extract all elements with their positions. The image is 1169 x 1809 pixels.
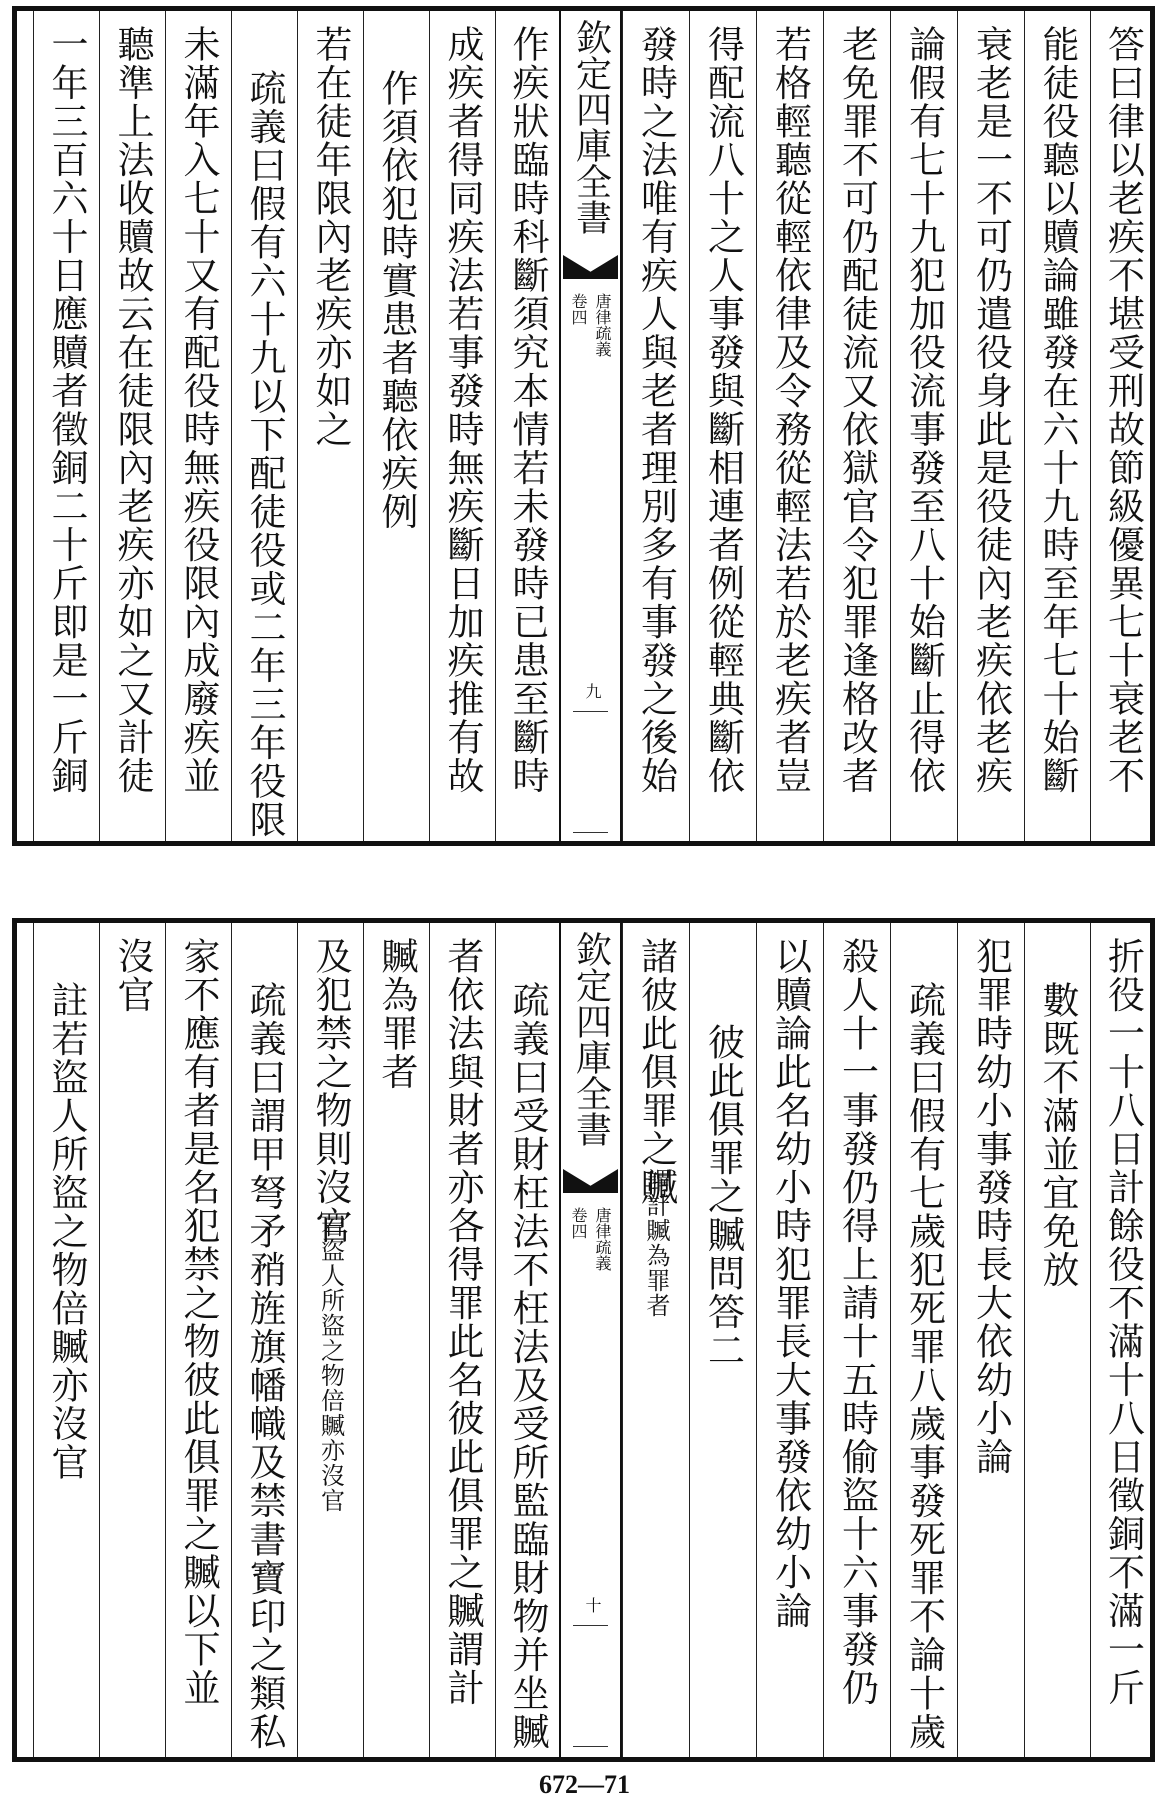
column bbox=[1024, 923, 1090, 1757]
column-text: 答曰律以老疾不堪受刑故節級優異七十衰老不 bbox=[1101, 25, 1145, 795]
column bbox=[622, 11, 689, 841]
interlinear-note: 謂計贓為罪者 bbox=[642, 1168, 670, 1318]
top-page-panel bbox=[12, 6, 1155, 846]
column-text: 折役一十八日計餘役不滿十八日徵銅不滿一斤 bbox=[1101, 937, 1145, 1707]
column-text: 作疾狀臨時科斷須究本情若未發時已患至斷時 bbox=[506, 25, 549, 795]
column-text: 疏義曰假有六十九以下配徒役或二年三年役限 bbox=[243, 69, 286, 839]
column bbox=[297, 11, 363, 841]
column-text: 聽準上法收贖故云在徒限內老疾亦如之又計徒 bbox=[111, 25, 154, 795]
column-text: 諸彼此俱罪之贓 bbox=[634, 937, 678, 1207]
column bbox=[957, 923, 1024, 1757]
column bbox=[495, 11, 559, 841]
column bbox=[165, 923, 231, 1757]
volume-label: 卷四 bbox=[569, 1207, 588, 1239]
column-text: 未滿年入七十又有配役時無疾役限內成廢疾並 bbox=[177, 25, 220, 795]
center-fold bbox=[559, 11, 622, 841]
column-text: 若在徒年限內老疾亦如之 bbox=[309, 25, 352, 449]
column-text: 疏義曰假有七歲犯死罪八歲事發死罪不論十歲 bbox=[902, 981, 946, 1751]
column bbox=[890, 11, 957, 841]
column bbox=[429, 923, 495, 1757]
column bbox=[33, 11, 99, 841]
column-text: 論假有七十九犯加役流事發至八十始斷止得依 bbox=[902, 25, 946, 795]
column bbox=[33, 923, 99, 1757]
leaf-number: 九 bbox=[583, 683, 602, 699]
column bbox=[1090, 923, 1155, 1757]
column bbox=[165, 11, 231, 841]
column bbox=[622, 923, 689, 1757]
column-text: 沒官 bbox=[111, 937, 154, 1014]
column bbox=[99, 923, 165, 1757]
column-text: 得配流八十之人事發與斷相連者例從輕典斷依 bbox=[701, 25, 745, 795]
center-box bbox=[573, 1625, 608, 1747]
center-fold bbox=[559, 923, 622, 1757]
column bbox=[689, 923, 756, 1757]
column-text: 家不應有者是名犯禁之物彼此俱罪之贓以下並 bbox=[177, 937, 220, 1707]
column bbox=[495, 923, 559, 1757]
center-box bbox=[573, 711, 608, 833]
chapter-title: 唐律疏義 bbox=[593, 293, 612, 357]
fishtail-mark bbox=[563, 255, 618, 279]
column-text: 作須依犯時實患者聽依疾例 bbox=[375, 69, 418, 531]
column bbox=[363, 923, 429, 1757]
column-text: 者依法與財者亦各得罪此名彼此俱罪之贓謂計 bbox=[441, 937, 484, 1707]
column-text: 老免罪不可仍配徒流又依獄官令犯罪逢格改者 bbox=[835, 25, 879, 795]
column-text: 疏義曰謂甲弩矛矟旌旗幡幟及禁書寶印之類私 bbox=[243, 981, 286, 1751]
column-text: 彼此俱罪之贓問答二 bbox=[701, 1023, 745, 1370]
column bbox=[99, 11, 165, 841]
book-title: 欽定四庫全書 bbox=[570, 19, 612, 235]
column bbox=[297, 923, 363, 1757]
column bbox=[957, 11, 1024, 841]
column-text: 衰老是一不可仍遣役身此是役徒內老疾依老疾 bbox=[969, 25, 1013, 795]
column bbox=[1090, 11, 1155, 841]
page-number: 672—71 bbox=[539, 1770, 630, 1799]
column bbox=[429, 11, 495, 841]
volume-label: 卷四 bbox=[569, 293, 588, 325]
leaf-number: 十 bbox=[583, 1597, 602, 1613]
column-text: 贓為罪者 bbox=[375, 937, 418, 1091]
column-text: 註若盜人所盜之物倍贓亦沒官 bbox=[45, 981, 88, 1482]
column bbox=[231, 11, 297, 841]
interlinear-note: 若盜人所盜之物倍贓亦沒官 bbox=[316, 1213, 345, 1513]
column-text: 若格輕聽從輕依律及令務從輕法若於老疾者豈 bbox=[768, 25, 812, 795]
column bbox=[823, 11, 890, 841]
column-text: 一年三百六十日應贖者徵銅二十斤即是一斤銅 bbox=[45, 25, 88, 795]
column-text: 及犯禁之物則沒官 bbox=[309, 937, 352, 1245]
column bbox=[756, 11, 823, 841]
column-text: 能徒役聽以贖論雖發在六十九時至年七十始斷 bbox=[1036, 25, 1079, 795]
column-text: 以贖論此名幼小時犯罪長大事發依幼小論 bbox=[768, 937, 812, 1630]
column-text: 犯罪時幼小事發時長大依幼小論 bbox=[969, 937, 1013, 1476]
column-text: 數既不滿並宜免放 bbox=[1036, 981, 1079, 1289]
column-text: 發時之法唯有疾人與老者理別多有事發之後始 bbox=[634, 25, 678, 795]
book-title: 欽定四庫全書 bbox=[570, 931, 612, 1147]
column-text: 成疾者得同疾法若事發時無疾斷日加疾推有故 bbox=[441, 25, 484, 795]
column bbox=[363, 11, 429, 841]
column-text: 疏義曰受財枉法不枉法及受所監臨財物并坐贓 bbox=[506, 981, 549, 1751]
column bbox=[890, 923, 957, 1757]
bottom-page-panel bbox=[12, 918, 1155, 1762]
column-text: 殺人十一事發仍得上請十五時偷盜十六事發仍 bbox=[835, 937, 879, 1707]
column bbox=[756, 923, 823, 1757]
fishtail-mark bbox=[563, 1169, 618, 1193]
column bbox=[231, 923, 297, 1757]
column bbox=[823, 923, 890, 1757]
chapter-title: 唐律疏義 bbox=[593, 1207, 612, 1271]
column bbox=[1024, 11, 1090, 841]
column bbox=[689, 11, 756, 841]
